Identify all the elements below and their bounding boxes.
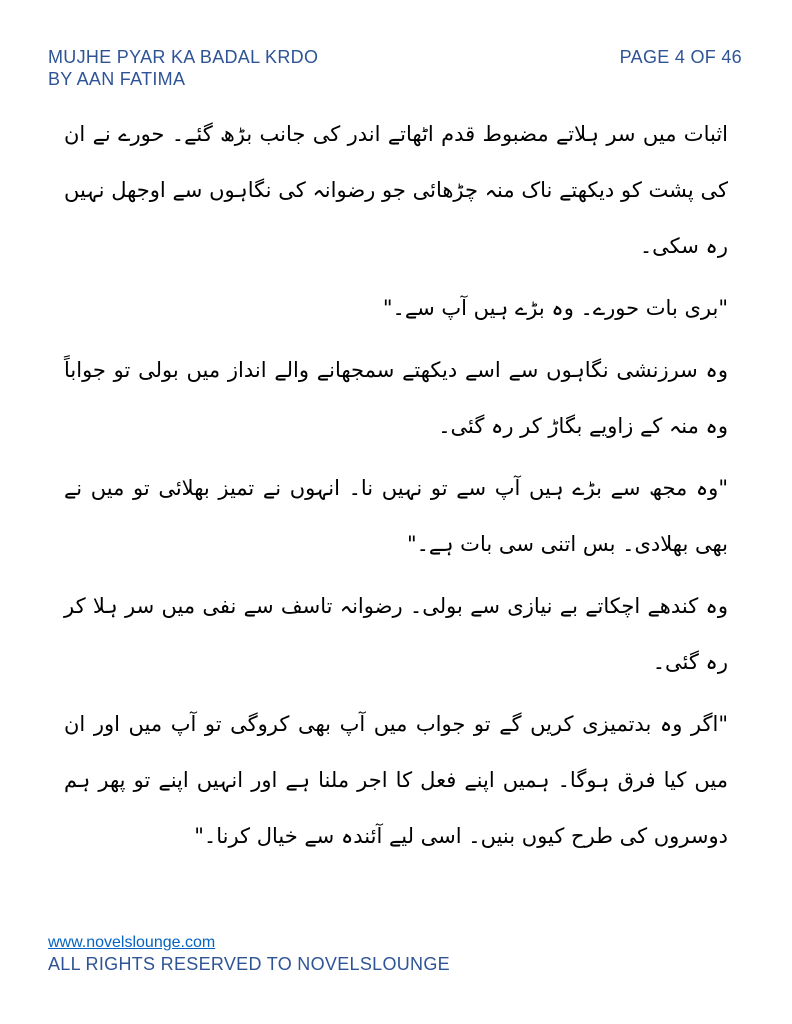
document-footer (48, 932, 648, 975)
paragraph-1: اثبات میں سر ہلاتے مضبوط قدم اٹھاتے اندر کی جانب بڑھ گئے۔ حورے نے ان کی پشت کو دیکھتے ناک منہ چڑھائی جو رضوانہ کی نگاہوں سے اوجھل نہیں رہ سکی۔ (64, 122, 728, 258)
story-body (64, 106, 728, 870)
document-header (48, 46, 468, 90)
rights-notice: ALL RIGHTS RESERVED TO NOVELSLOUNGE (48, 954, 450, 974)
paragraph-3: وہ سرزنشی نگاہوں سے اسے دیکھتے سمجھانے والے انداز میں بولی تو جواباً وہ منہ کے زاویے بگاڑ کر رہ گئی۔ (64, 358, 728, 438)
novel-title: MUJHE PYAR KA BADAL KRDO (48, 47, 319, 67)
paragraph-4: "وہ مجھ سے بڑے ہیں آپ سے تو نہیں نا۔ انہوں نے تمیز بھلائی تو میں نے بھی بھلادی۔ بس اتنی سی بات ہے۔" (64, 476, 728, 556)
paragraph-6: "اگر وہ بدتمیزی کریں گے تو جواب میں آپ بھی کروگی تو آپ میں اور ان میں کیا فرق ہوگا۔ ہمیں اپنے فعل کا اجر ملنا ہے اور انہیں اپنے تو پھر ہم دوسروں کی طرح کیوں بنیں۔ اسی لیے آئندہ سے خیال کرنا۔" (64, 712, 728, 848)
paragraph-2: "بری بات حورے۔ وہ بڑے ہیں آپ سے۔" (382, 296, 728, 320)
website-link[interactable]: www.novelslounge.com (48, 934, 216, 951)
paragraph-5: وہ کندھے اچکاتے بے نیازی سے بولی۔ رضوانہ تاسف سے نفی میں سر ہلا کر رہ گئی۔ (64, 594, 728, 674)
author-name: BY AAN FATIMA (48, 69, 186, 89)
page-number: PAGE 4 OF 46 (619, 47, 742, 67)
